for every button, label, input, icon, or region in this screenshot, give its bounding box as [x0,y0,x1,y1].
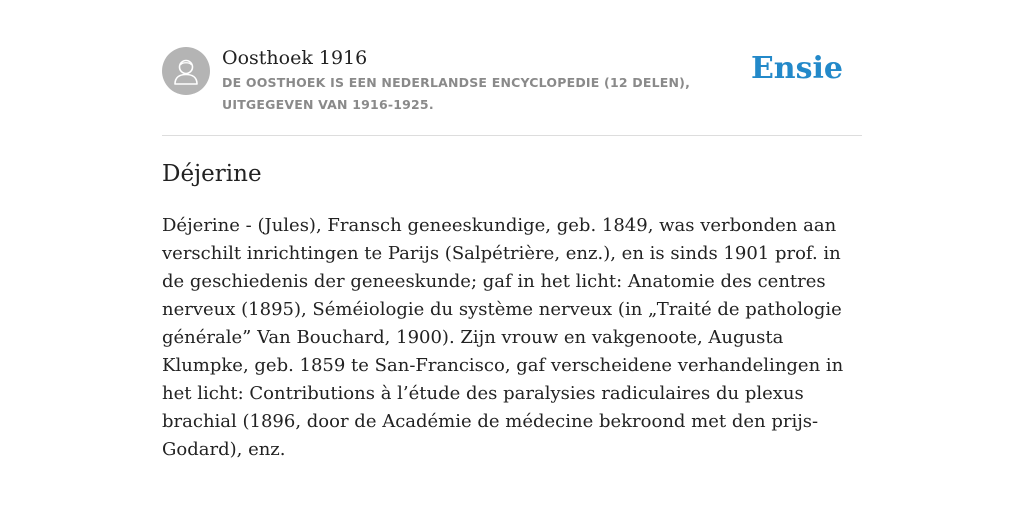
article-title: Déjerine [162,161,262,187]
source-avatar [162,47,210,95]
user-icon [162,47,210,95]
brand-logo[interactable]: Ensie [750,51,843,86]
source-description: DE OOSTHOEK IS EEN NEDERLANDSE ENCYCLOPEDIE (12 DELEN), UITGEGEVEN VAN 1916-1925. [222,75,691,112]
source-header [162,44,862,136]
article-body: Déjerine - (Jules), Fransch geneeskundige, geb. 1849, was verbonden aan verschilt inrichtingen te Parijs (Salpétrière, enz.), en is sinds 1901 prof. in de geschiedenis der geneeskunde; gaf in het licht: Anatomie des centres nerveux (1895), Séméiologie du système nerveux (in „Traité de pathologie générale” Van Bouchard, 1900). Zijn vrouw en vakgenoote, Augusta Klumpke, geb. 1859 te San-Francisco, gaf verscheidene verhandelingen in het licht: Contributions à l’étude des paralysies radiculaires du plexus brachial (1896, door de Académie de médecine bekroond met den prijs-Godard), enz. [162,215,844,460]
source-name[interactable]: Oosthoek 1916 [222,47,368,69]
